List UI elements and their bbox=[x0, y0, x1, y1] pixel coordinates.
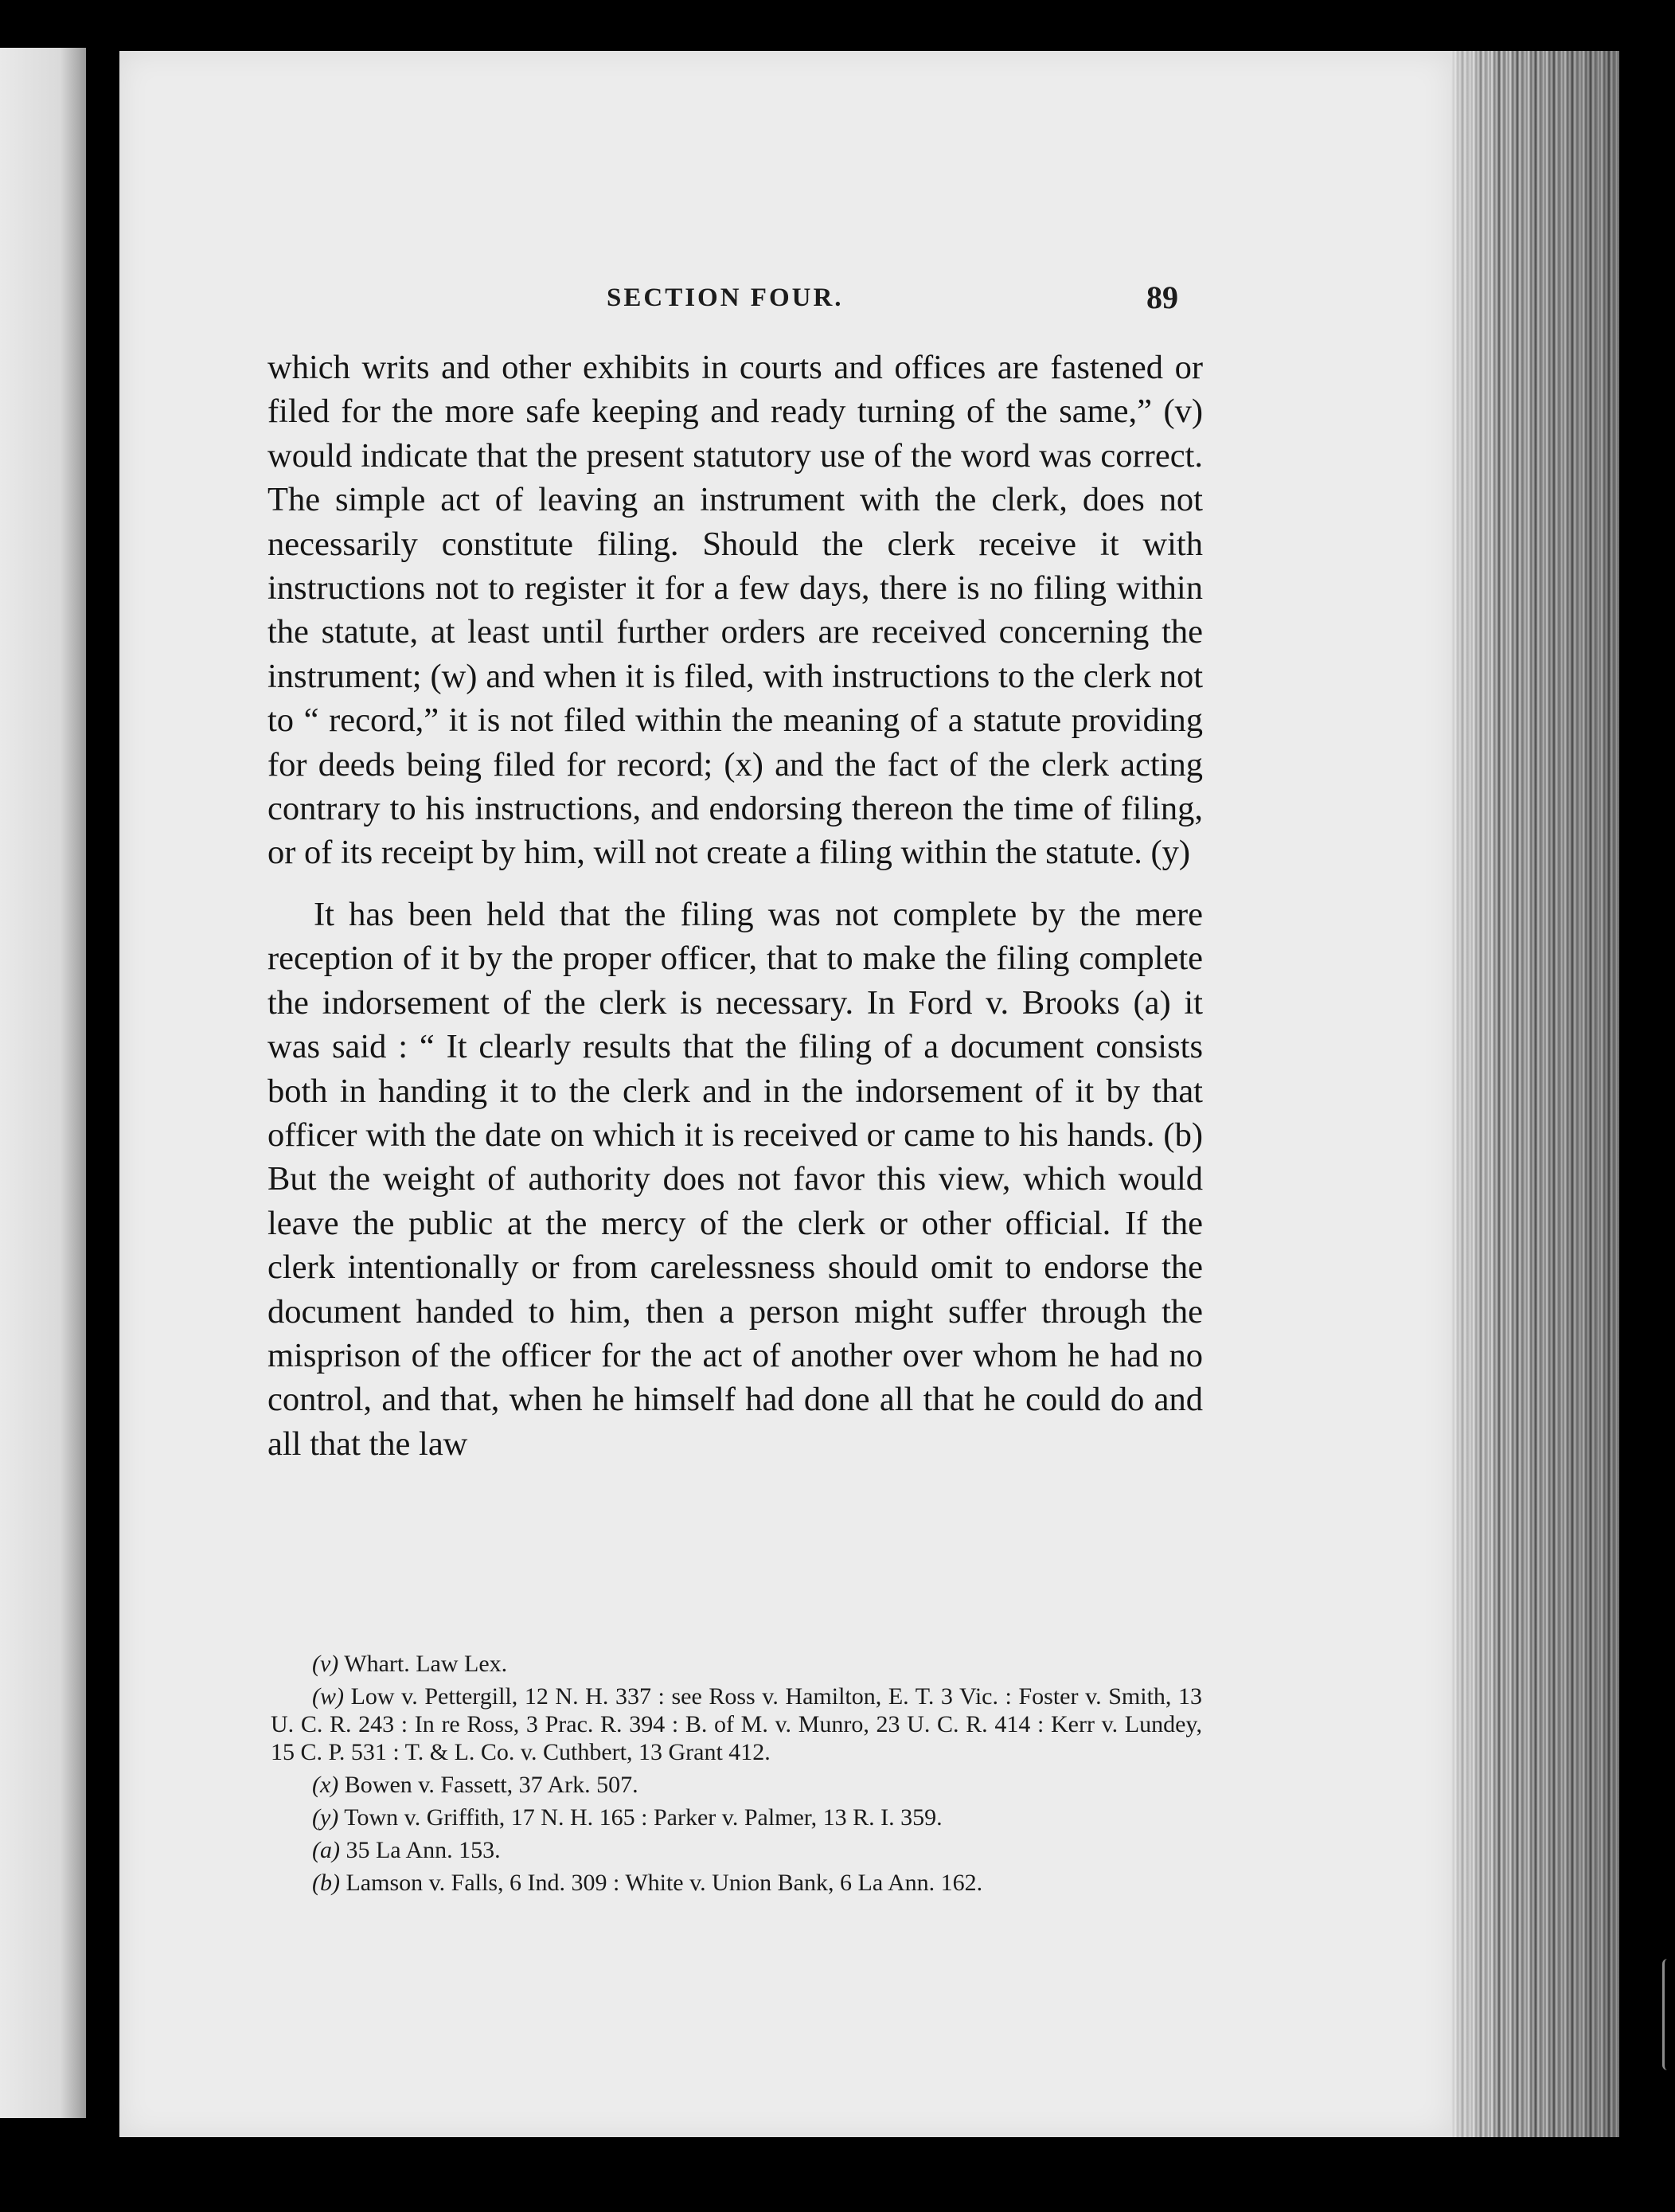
book-page bbox=[119, 51, 1451, 2137]
page-number: 89 bbox=[1146, 279, 1178, 315]
footnote bbox=[271, 1682, 1202, 1766]
paragraph: which writs and other exhibits in courts and offices are fastened or filed for the more safe keeping and ready turning of the same,” (v) would indicate that the present statutory use of the word was correct. The simple act of leaving an instrument with the clerk, does not necessarily constitute filing. Should the clerk receive it with instructions not to register it for a few days, there is no filing within the statute, at least until further orders are received concerning the instrument; (w) and when it is filed, with instructions to the clerk not to “ record,” it is not filed within the meaning of a statute providing for deeds being filed for record; (x) and the fact of the clerk acting contrary to his instructions, and endorsing thereon the time of filing, or of its receipt by him, will not create a filing within the statute. (y) bbox=[267, 349, 1203, 872]
page-header bbox=[119, 279, 1451, 323]
footnote-marker: (x) bbox=[312, 1772, 339, 1798]
footnote bbox=[271, 1650, 1202, 1678]
body-text bbox=[267, 346, 1203, 1466]
footnote-marker: (v) bbox=[312, 1651, 339, 1677]
footnote-text: Lamson v. Falls, 6 Ind. 309 : White v. Union Bank, 6 La Ann. 162. bbox=[346, 1870, 983, 1896]
footnote-marker: (y) bbox=[312, 1804, 339, 1831]
footnote-text: Town v. Griffith, 17 N. H. 165 : Parker v. Palmer, 13 R. I. 359. bbox=[344, 1804, 943, 1831]
footnote-text: 35 La Ann. 153. bbox=[346, 1837, 501, 1863]
running-head: SECTION FOUR. bbox=[607, 283, 844, 312]
footnote bbox=[271, 1836, 1202, 1864]
facing-page-edge bbox=[0, 48, 86, 2118]
footnote-text: Low v. Pettergill, 12 N. H. 337 : see Ross v. Hamilton, E. T. 3 Vic. : Foster v. Smith, 13 U. C. R. 243 : In re Ross, 3 Prac. R. 394 : B. of M. v. Munro, 23 U. C. R. 414 : Kerr v. Lundey, 15 C. P. 531 : T. & L. Co. v. Cuthbert, 13 Grant 412. bbox=[271, 1683, 1202, 1765]
footnote bbox=[271, 1869, 1202, 1897]
footnote-text: Whart. Law Lex. bbox=[344, 1651, 508, 1677]
scan-artifact bbox=[1662, 1959, 1673, 2070]
page-stack-edge bbox=[1451, 51, 1619, 2137]
footnote bbox=[271, 1804, 1202, 1831]
paragraph: It has been held that the filing was not complete by the mere reception of it by the proper officer, that to make the filing complete the indorsement of the clerk is necessary. In Ford v. Brooks (a) it was said : “ It clearly results that the filing of a document consists both in handing it to the clerk and in the indorsement of it by that officer with the date on which it is received or came to his hands. (b) But the weight of authority does not favor this view, which would leave the public at the mercy of the clerk or other official. If the clerk intentionally or from carelessness should omit to endorse the document handed to him, then a person might suffer through the misprison of the officer for the act of another over whom he had no control, and that, when he himself had done all that he could do and all that the law bbox=[267, 895, 1203, 1463]
footnotes bbox=[271, 1650, 1202, 1901]
footnote-text: Bowen v. Fassett, 37 Ark. 507. bbox=[344, 1772, 638, 1798]
footnote-marker: (a) bbox=[312, 1837, 340, 1863]
footnote-marker: (b) bbox=[312, 1870, 340, 1896]
footnote bbox=[271, 1771, 1202, 1799]
footnote-marker: (w) bbox=[312, 1683, 344, 1710]
